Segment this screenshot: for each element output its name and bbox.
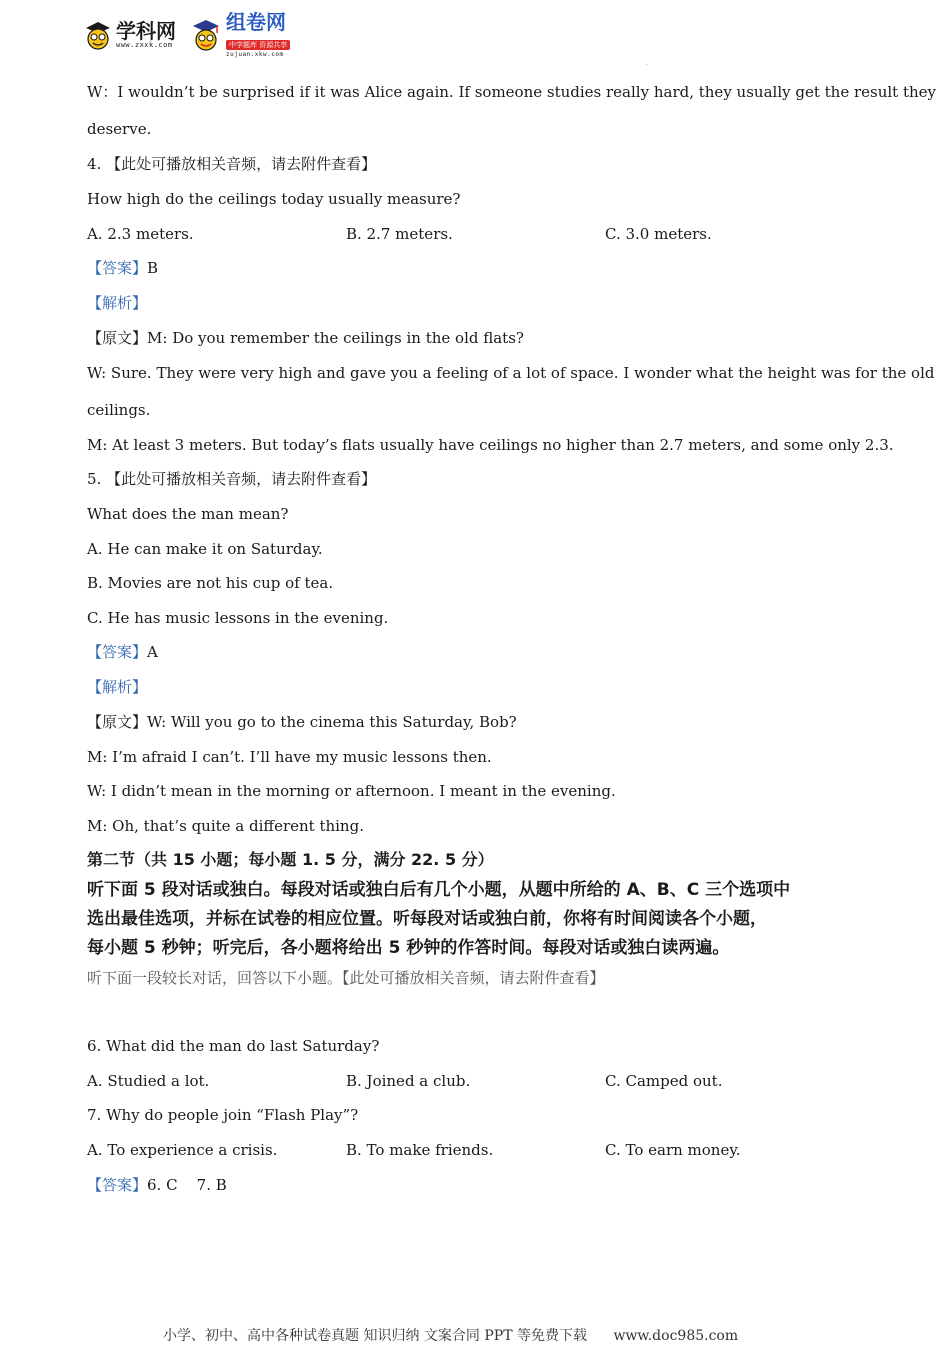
dialogue-line: M: I’m afraid I can’t. I’ll have my music lessons then. <box>87 748 492 766</box>
q5-transcript <box>87 713 517 731</box>
section-2-instructions: 选出最佳选项，并标在试卷的相应位置。听每段对话或独白前，你将有时间阅读各个小题， <box>87 909 767 929</box>
q5-option-b: B. Movies are not his cup of tea. <box>87 574 334 592</box>
q7-option-a: A. To experience a crisis. <box>87 1141 278 1159</box>
section-2-instructions: 听下面 5 段对话或独白。每段对话或独白后有几个小题，从题中所给的 A、B、C 三个选项中 <box>87 880 791 900</box>
dialogue-line: deserve. <box>87 120 152 138</box>
question-5-header[interactable]: 5. 【此处可播放相关音频，请去附件查看】 <box>87 470 377 488</box>
dialogue-line: W: Sure. They were very high and gave you a feeling of a lot of space. I wonder what the height was for the old <box>87 364 935 382</box>
zujuan-logo-text: 组卷网 <box>226 10 286 34</box>
dialogue-line: M: Oh, that’s quite a different thing. <box>87 817 364 835</box>
question-5-text: What does the man mean? <box>87 505 289 523</box>
question-7-text: 7. Why do people join “Flash Play”? <box>87 1106 359 1124</box>
graduate-mascot-icon <box>190 18 222 52</box>
zujuan-logo-badge: 中学题库 资源共享 <box>226 32 290 51</box>
q4-transcript <box>87 329 524 347</box>
dialogue-line: M: At least 3 meters. But today’s flats usually have ceilings no higher than 2.7 meters, and some only 2.3. <box>87 436 894 454</box>
transcript-text: M: Do you remember the ceilings in the old flats? <box>147 329 524 347</box>
q4-option-a: A. 2.3 meters. <box>87 225 194 243</box>
zujuan-logo[interactable] <box>190 12 290 58</box>
section-2-instructions: 每小题 5 秒钟；听完后，各小题将给出 5 秒钟的作答时间。每段对话或独白读两遍。 <box>87 938 730 958</box>
footer <box>163 1325 738 1345</box>
xueke-logo[interactable] <box>84 20 176 50</box>
answer-label: 【答案】 <box>87 259 148 277</box>
transcript-label: 【原文】 <box>87 329 148 347</box>
q7-option-c: C. To earn money. <box>605 1141 741 1159</box>
footer-link[interactable]: www.doc985.com <box>613 1328 739 1344</box>
question-4-header[interactable]: 4. 【此处可播放相关音频，请去附件查看】 <box>87 155 377 173</box>
dialogue-line: ceilings. <box>87 401 151 419</box>
q4-answer <box>87 259 158 277</box>
q5-option-c: C. He has music lessons in the evening. <box>87 609 389 627</box>
question-6-text: 6. What did the man do last Saturday? <box>87 1037 380 1055</box>
section-2-audio-note[interactable]: 听下面一段较长对话，回答以下小题。【此处可播放相关音频，请去附件查看】 <box>87 969 605 987</box>
header-logos <box>84 12 304 58</box>
smiley-mascot-icon <box>84 20 112 50</box>
q7-option-b: B. To make friends. <box>346 1141 494 1159</box>
answer-value: A <box>147 643 158 661</box>
q5-option-a: A. He can make it on Saturday. <box>87 540 323 558</box>
stray-dot: · <box>646 62 648 69</box>
xueke-logo-url: www.zxxk.com <box>116 41 173 49</box>
answer-label: 【答案】 <box>87 1176 148 1194</box>
q6-7-answer <box>87 1176 227 1194</box>
q6-option-c: C. Camped out. <box>605 1072 723 1090</box>
answer-label: 【答案】 <box>87 643 148 661</box>
xueke-logo-text: 学科网 <box>116 19 176 43</box>
section-2-title: 第二节（共 15 小题；每小题 1. 5 分，满分 22. 5 分） <box>87 850 494 869</box>
answer-value: B <box>147 259 159 277</box>
q4-option-c: C. 3.0 meters. <box>605 225 712 243</box>
dialogue-line: W: I didn’t mean in the morning or afternoon. I meant in the evening. <box>87 782 616 800</box>
answer-value: 6. C 7. B <box>147 1176 227 1194</box>
q6-option-a: A. Studied a lot. <box>87 1072 210 1090</box>
dialogue-line: W：I wouldn’t be surprised if it was Alice again. If someone studies really hard, they usually get the result they <box>87 83 937 101</box>
q4-option-b: B. 2.7 meters. <box>346 225 453 243</box>
q4-analysis-label: 【解析】 <box>87 294 148 312</box>
q6-option-b: B. Joined a club. <box>346 1072 471 1090</box>
transcript-label: 【原文】 <box>87 713 148 731</box>
transcript-text: W: Will you go to the cinema this Saturday, Bob? <box>147 713 517 731</box>
q5-analysis-label: 【解析】 <box>87 678 148 696</box>
footer-text: 小学、初中、高中各种试卷真题 知识归纳 文案合同 PPT 等免费下载 <box>163 1328 587 1344</box>
zujuan-logo-url: zujuan.xkw.com <box>226 51 284 58</box>
question-4-text: How high do the ceilings today usually measure? <box>87 190 461 208</box>
q5-answer <box>87 643 158 661</box>
